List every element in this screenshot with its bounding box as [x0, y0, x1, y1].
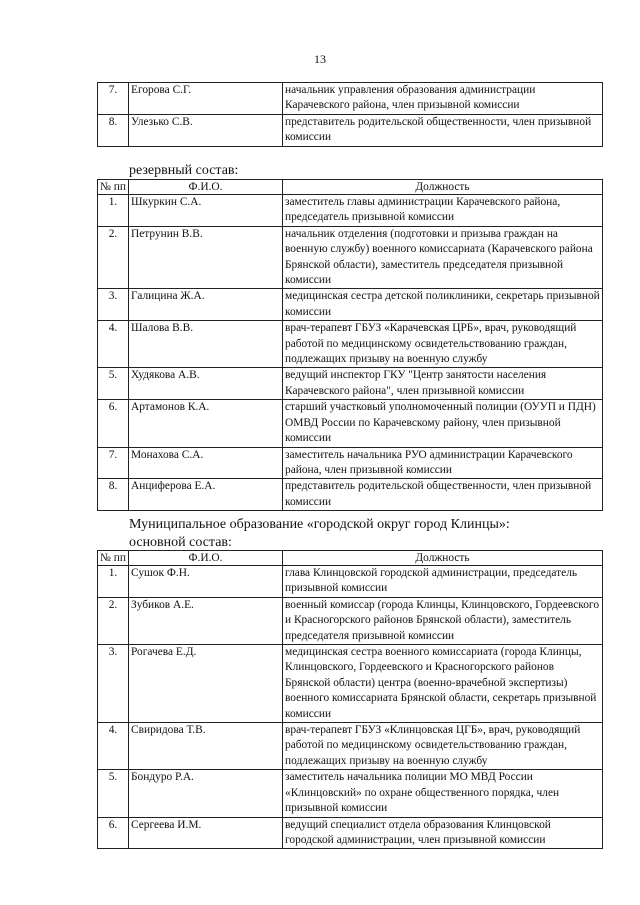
member-name: Улезько С.В. — [129, 114, 283, 146]
table-row — [98, 479, 603, 511]
member-position: заместитель начальника полиции МО МВД России «Клинцовский» по охране общественного порядка, член призывной комиссии — [283, 770, 603, 817]
klintsy-subheading: основной состав: — [129, 535, 232, 550]
member-position: глава Клинцовской городской администрации, председатель призывной комиссии — [283, 566, 603, 598]
table-row — [98, 368, 603, 400]
member-name: Егорова С.Г. — [129, 83, 283, 115]
member-name: Шкуркин С.А. — [129, 195, 283, 227]
table-body — [98, 83, 603, 147]
column-header-num: № пп — [98, 551, 129, 566]
table-row — [98, 770, 603, 817]
row-number: 7. — [98, 83, 129, 115]
member-name: Монахова С.А. — [129, 447, 283, 479]
column-header-name: Ф.И.О. — [129, 551, 283, 566]
row-number: 6. — [98, 817, 129, 849]
row-number: 8. — [98, 479, 129, 511]
member-name: Сушок Ф.Н. — [129, 566, 283, 598]
table-row — [98, 400, 603, 447]
member-position: ведущий специалист отдела образования Клинцовской городской администрации, член призывной комиссии — [283, 817, 603, 849]
member-position: врач-терапевт ГБУЗ «Клинцовская ЦГБ», врач, руководящий работой по медицинскому освидетельствованию граждан, подлежащих призыву на военную службу — [283, 723, 603, 770]
row-number: 1. — [98, 195, 129, 227]
member-name: Зубиков А.Е. — [129, 597, 283, 644]
member-name: Бондуро Р.А. — [129, 770, 283, 817]
row-number: 2. — [98, 226, 129, 289]
member-name: Рогачева Е.Д. — [129, 645, 283, 723]
member-position: медицинская сестра военного комиссариата (города Клинцы, Клинцовского, Гордеевского и Красногорского районов Брянской области) центра (военно-врачебной экспертизы) военного комиссариата Брянской области, секретарь призывной комиссии — [283, 645, 603, 723]
member-position: начальник отделения (подготовки и призыва граждан на военную службу) военного комиссариата (Карачевского района Брянской области), заместитель председателя призывной комиссии — [283, 226, 603, 289]
row-number: 3. — [98, 289, 129, 321]
row-number: 6. — [98, 400, 129, 447]
member-position: представитель родительской общественности, член призывной комиссии — [283, 479, 603, 511]
row-number: 5. — [98, 368, 129, 400]
member-name: Сергеева И.М. — [129, 817, 283, 849]
member-name: Анциферова Е.А. — [129, 479, 283, 511]
table-row — [98, 226, 603, 289]
member-name: Шалова В.В. — [129, 321, 283, 368]
table-row — [98, 83, 603, 115]
table-row — [98, 447, 603, 479]
table-row — [98, 566, 603, 598]
member-position: медицинская сестра детской поликлиники, секретарь призывной комиссии — [283, 289, 603, 321]
column-header-position: Должность — [283, 551, 603, 566]
row-number: 4. — [98, 321, 129, 368]
member-position: начальник управления образования администрации Карачевского района, член призывной комиссии — [283, 83, 603, 115]
table-row — [98, 289, 603, 321]
table-row — [98, 114, 603, 146]
table-row — [98, 597, 603, 644]
member-name: Худякова А.В. — [129, 368, 283, 400]
member-name: Свиридова Т.В. — [129, 723, 283, 770]
member-position: заместитель начальника РУО администрации Карачевского района, член призывной комиссии — [283, 447, 603, 479]
column-header-num: № пп — [98, 180, 129, 195]
member-position: старший участковый уполномоченный полиции (ОУУП и ПДН) ОМВД России по Карачевскому району, член призывной комиссии — [283, 400, 603, 447]
member-position: заместитель главы администрации Карачевского района, председатель призывной комиссии — [283, 195, 603, 227]
table-body — [98, 195, 603, 511]
table-row — [98, 723, 603, 770]
table-row — [98, 817, 603, 849]
row-number: 7. — [98, 447, 129, 479]
row-number: 3. — [98, 645, 129, 723]
table-header-row — [98, 551, 603, 566]
klintsy-heading: Муниципальное образование «городской округ город Клинцы»: — [129, 517, 510, 532]
member-position: представитель родительской общественности, член призывной комиссии — [283, 114, 603, 146]
reserve-heading: резервный состав: — [129, 163, 239, 178]
row-number: 8. — [98, 114, 129, 146]
member-position: врач-терапевт ГБУЗ «Карачевская ЦРБ», врач, руководящий работой по медицинскому освидетельствованию граждан, подлежащих призыву на военную службу — [283, 321, 603, 368]
table-row — [98, 645, 603, 723]
member-position: ведущий инспектор ГКУ "Центр занятости населения Карачевского района", член призывной комиссии — [283, 368, 603, 400]
commission-table-reserve — [97, 179, 603, 511]
row-number: 5. — [98, 770, 129, 817]
table-header-row — [98, 180, 603, 195]
row-number: 4. — [98, 723, 129, 770]
member-name: Галицина Ж.А. — [129, 289, 283, 321]
page-number: 13 — [314, 52, 326, 66]
row-number: 1. — [98, 566, 129, 598]
table-row — [98, 195, 603, 227]
column-header-position: Должность — [283, 180, 603, 195]
member-position: военный комиссар (города Клинцы, Клинцовского, Гордеевского и Красногорского районов Брянской области), заместитель председателя призывной комиссии — [283, 597, 603, 644]
column-header-name: Ф.И.О. — [129, 180, 283, 195]
member-name: Петрунин В.В. — [129, 226, 283, 289]
row-number: 2. — [98, 597, 129, 644]
commission-table-main-continued — [97, 82, 603, 147]
commission-table-klintsy — [97, 550, 603, 849]
table-row — [98, 321, 603, 368]
member-name: Артамонов К.А. — [129, 400, 283, 447]
table-body — [98, 566, 603, 849]
